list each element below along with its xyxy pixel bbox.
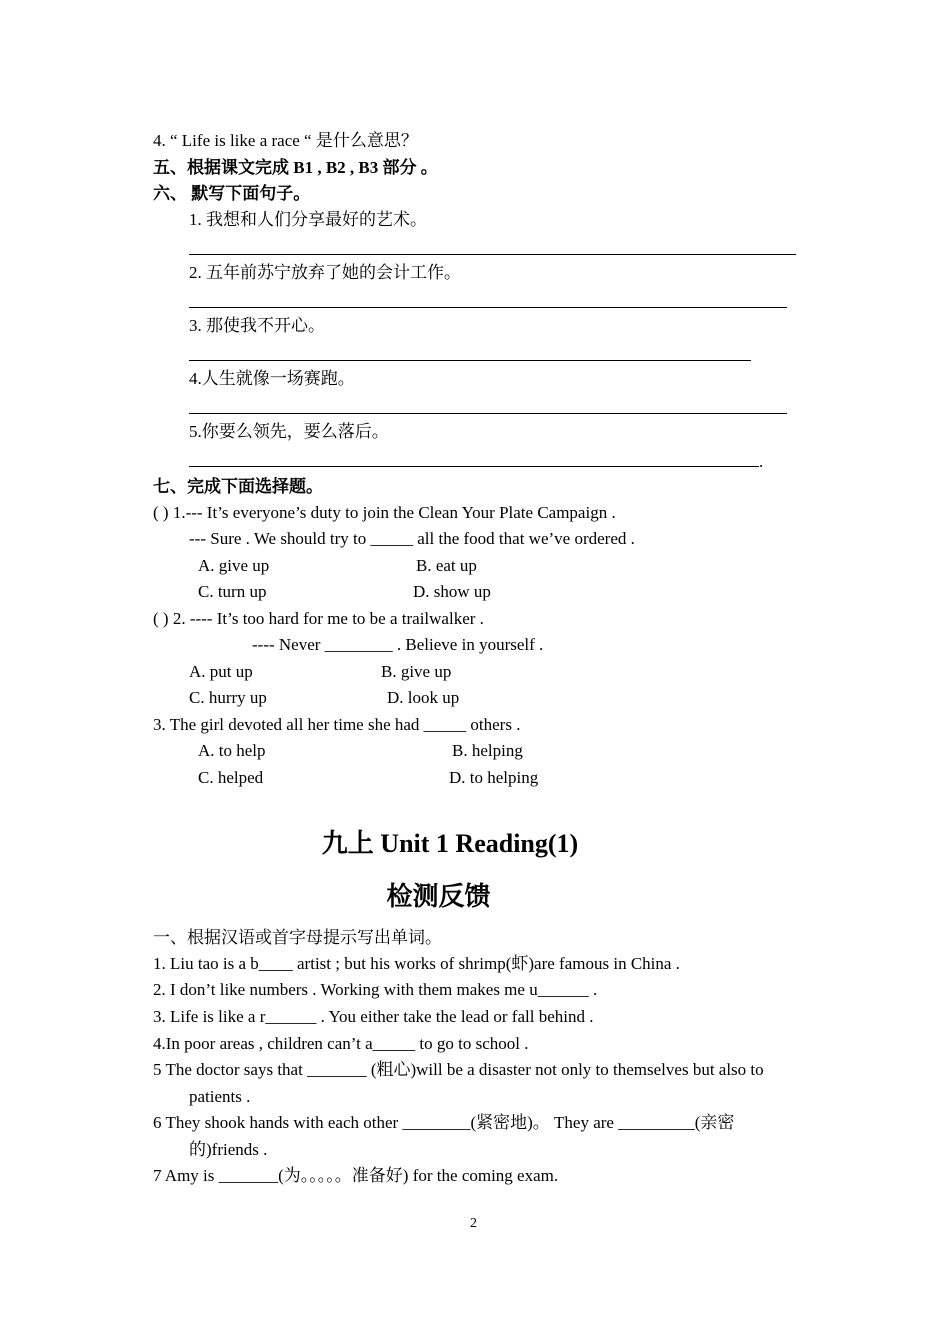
dictation-5: 5.你要么领先，要么落后。 (189, 422, 389, 441)
word-item-4: 4.In poor areas , children can’t a_____ to go to school . (153, 1034, 529, 1053)
question-4: 4. “ Life is like a race “ 是什么意思？ (153, 131, 418, 150)
section-5-heading: 五、根据课文完成 B1 , B2 , B3 部分 。 (153, 158, 438, 177)
section-subtitle: 检测反馈 (386, 882, 491, 911)
answer-line-4 (189, 413, 787, 414)
answer-line-2 (189, 307, 787, 308)
mc-q2-option-b: B. give up (381, 662, 452, 681)
mc-q3-option-d: D. to helping (449, 768, 539, 787)
dictation-3: 3. 那使我不开心。 (189, 316, 325, 335)
word-item-7: 7 Amy is _______(为。。。。。准备好) for the coming exam. (153, 1166, 559, 1185)
mc-q2-stem: ( ) 2. ---- It’s too hard for me to be a trailwalker . (153, 609, 484, 628)
mc-q2-option-a: A. put up (189, 662, 253, 681)
answer-line-5 (189, 466, 759, 467)
word-item-5: 5 The doctor says that _______ (粗心)will be a disaster not only to themselves but also to (153, 1060, 764, 1079)
word-item-6: 6 They shook hands with each other ________(紧密地)。 They are _________(亲密 (153, 1113, 735, 1132)
mc-q1-stem: ( ) 1.--- It’s everyone’s duty to join the Clean Your Plate Campaign . (153, 503, 616, 522)
mc-q1-option-a: A. give up (198, 556, 270, 575)
word-item-6-cont: 的)friends . (189, 1140, 268, 1159)
word-item-2: 2. I don’t like numbers . Working with them makes me u______ . (153, 980, 598, 999)
section-title: 九上 Unit 1 Reading(1) (321, 829, 579, 858)
mc-q1-reply: --- Sure . We should try to _____ all the food that we’ve ordered . (189, 529, 635, 548)
word-item-3: 3. Life is like a r______ . You either take the lead or fall behind . (153, 1007, 594, 1026)
mc-q2-reply: ---- Never ________ . Believe in yourself . (252, 635, 544, 654)
mc-q1-option-b: B. eat up (416, 556, 477, 575)
exercise-1-intro: 一、根据汉语或首字母提示写出单词。 (153, 928, 442, 947)
dictation-2: 2. 五年前苏宁放弃了她的会计工作。 (189, 263, 461, 282)
section-7-heading: 七、完成下面选择题。 (153, 477, 323, 496)
answer-line-1 (189, 254, 796, 255)
mc-q3-option-c: C. helped (198, 768, 264, 787)
mc-q3-option-a: A. to help (198, 741, 266, 760)
section-6-heading: 六、 默写下面句子。 (153, 184, 311, 203)
answer-line-5-period: . (759, 452, 764, 471)
answer-line-3 (189, 360, 751, 361)
mc-q1-option-c: C. turn up (198, 582, 267, 601)
word-item-1: 1. Liu tao is a b____ artist ; but his works of shrimp(虾)are famous in China . (153, 954, 680, 973)
dictation-4: 4.人生就像一场赛跑。 (189, 369, 355, 388)
mc-q2-option-d: D. look up (387, 688, 460, 707)
mc-q3-stem: 3. The girl devoted all her time she had _____ others . (153, 715, 521, 734)
word-item-5-cont: patients . (189, 1087, 251, 1106)
mc-q1-option-d: D. show up (413, 582, 491, 601)
page-number: 2 (470, 1216, 477, 1231)
mc-q2-option-c: C. hurry up (189, 688, 267, 707)
mc-q3-option-b: B. helping (452, 741, 523, 760)
dictation-1: 1. 我想和人们分享最好的艺术。 (189, 210, 427, 229)
